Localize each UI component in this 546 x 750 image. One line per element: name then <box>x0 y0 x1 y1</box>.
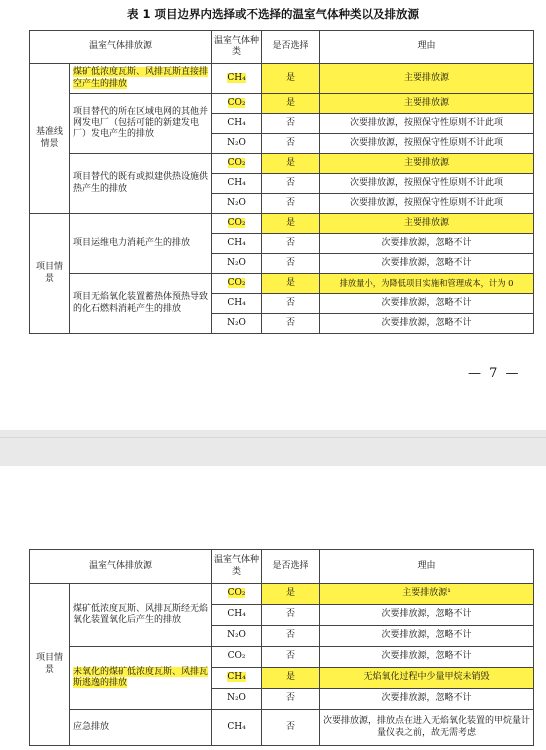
page-number: — 7 — <box>468 366 521 381</box>
gas-cell: CH₄ <box>212 174 262 194</box>
reason-cell: 次要排放源，按照保守性原则不计此项 <box>320 114 534 134</box>
gas-cell: CH₄ <box>212 234 262 254</box>
gas-cell: CO₂ <box>227 277 246 288</box>
selected-cell: 否 <box>262 626 320 647</box>
source-heating-facility: 项目替代的既有或拟建供热设施供热产生的排放 <box>70 154 212 214</box>
reason-cell: 次要排放源，忽略不计 <box>320 626 534 647</box>
selected-cell: 否 <box>262 647 320 668</box>
header-reason: 理由 <box>320 31 534 64</box>
reason-cell: 主要排放源 <box>320 64 534 94</box>
selected-cell: 否 <box>262 294 320 314</box>
reason-cell: 次要排放源，按照保守性原则不计此项 <box>320 174 534 194</box>
selected-cell: 否 <box>262 605 320 626</box>
table-row <box>30 214 534 234</box>
selected-cell: 否 <box>262 114 320 134</box>
reason-cell: 无焰氧化过程中少量甲烷未销毁 <box>320 668 534 689</box>
header-selected: 是否选择 <box>262 31 320 64</box>
selected-cell: 否 <box>262 194 320 214</box>
reason-cell: 主要排放源¹ <box>320 584 534 605</box>
selected-cell: 否 <box>262 710 320 746</box>
table-row <box>30 154 534 174</box>
gas-cell: CH₄ <box>212 605 262 626</box>
header-reason: 理由 <box>320 550 534 584</box>
gas-cell: CH₄ <box>212 114 262 134</box>
selected-cell: 是 <box>262 668 320 689</box>
source-coal-mine-venting: 煤矿低浓度瓦斯、风排瓦斯直接排空产生的排放 <box>73 67 209 89</box>
header-selected: 是否选择 <box>262 550 320 584</box>
table-header-row <box>30 550 534 584</box>
gas-cell: CO₂ <box>227 97 246 108</box>
selected-cell: 否 <box>262 174 320 194</box>
header-source: 温室气体排放源 <box>30 31 212 64</box>
selected-cell: 是 <box>262 154 320 174</box>
reason-cell: 主要排放源 <box>320 154 534 174</box>
selected-cell: 否 <box>262 254 320 274</box>
gas-cell: N₂O <box>212 314 262 334</box>
reason-cell: 次要排放源，忽略不计 <box>320 647 534 668</box>
table-row <box>30 584 534 605</box>
source-unoxidized-escape: 未氧化的煤矿低浓度瓦斯、风排瓦斯逃逸的排放 <box>73 666 209 688</box>
table-row <box>30 710 534 746</box>
header-gas: 温室气体种类 <box>212 31 262 64</box>
document-page-8 <box>0 466 546 750</box>
gas-cell: CO₂ <box>227 588 246 599</box>
page-separator-line <box>0 437 546 438</box>
page-separator <box>0 430 546 466</box>
reason-cell: 次要排放源，忽略不计 <box>320 234 534 254</box>
reason-cell: 主要排放源 <box>320 214 534 234</box>
gas-cell: CH₄ <box>227 72 246 83</box>
selected-cell: 否 <box>262 134 320 154</box>
source-ops-power: 项目运维电力消耗产生的排放 <box>70 214 212 274</box>
gas-cell: N₂O <box>212 254 262 274</box>
reason-cell: 主要排放源 <box>320 94 534 114</box>
header-source: 温室气体排放源 <box>30 550 212 584</box>
ghg-boundary-table-continued <box>29 549 534 746</box>
scenario-baseline-label: 基准线情景 <box>30 64 70 214</box>
selected-cell: 否 <box>262 689 320 710</box>
gas-cell: CO₂ <box>227 157 246 168</box>
reason-cell: 排放量小，为降低项目实施和管理成本，计为 0 <box>320 274 534 294</box>
reason-cell: 次要排放源，忽略不计 <box>320 605 534 626</box>
reason-cell: 次要排放源，忽略不计 <box>320 314 534 334</box>
selected-cell: 否 <box>262 234 320 254</box>
gas-cell: CH₄ <box>212 294 262 314</box>
reason-cell: 次要排放源，按照保守性原则不计此项 <box>320 194 534 214</box>
gas-cell: CO₂ <box>212 647 262 668</box>
source-oxidized-methane: 煤矿低浓度瓦斯、风排瓦斯经无焰氧化装置氧化后产生的排放 <box>70 584 212 647</box>
table-row <box>30 64 534 94</box>
source-emergency-release: 应急排放 <box>70 710 212 746</box>
reason-cell: 次要排放源，忽略不计 <box>320 689 534 710</box>
reason-cell: 次要排放源，按照保守性原则不计此项 <box>320 134 534 154</box>
selected-cell: 是 <box>262 274 320 294</box>
table-title: 表 1 项目边界内选择或不选择的温室气体种类以及排放源 <box>126 7 419 21</box>
scenario-project-label: 项目情景 <box>30 214 70 334</box>
selected-cell: 是 <box>262 584 320 605</box>
reason-cell: 次要排放源，排放点在进入无焰氧化装置的甲烷量计量仪表之前，故无需考虑 <box>320 710 534 746</box>
gas-cell: CH₄ <box>212 710 262 746</box>
scenario-project-label: 项目情景 <box>30 584 70 746</box>
gas-cell: CO₂ <box>227 217 246 228</box>
source-preheat-fuel: 项目无焰氧化装置蓄热体预热导致的化石燃料消耗产生的排放 <box>70 274 212 334</box>
selected-cell: 是 <box>262 214 320 234</box>
gas-cell: CH₄ <box>227 672 246 683</box>
ghg-boundary-table <box>29 30 534 334</box>
header-gas: 温室气体种类 <box>212 550 262 584</box>
table-row <box>30 94 534 114</box>
gas-cell: N₂O <box>212 689 262 710</box>
table-row <box>30 647 534 668</box>
gas-cell: N₂O <box>212 626 262 647</box>
selected-cell: 是 <box>262 94 320 114</box>
selected-cell: 是 <box>262 64 320 94</box>
table-row <box>30 274 534 294</box>
source-grid-power: 项目替代的所在区域电网的其他并网发电厂（包括可能的新建发电厂）发电产生的排放 <box>70 94 212 154</box>
gas-cell: N₂O <box>212 194 262 214</box>
selected-cell: 否 <box>262 314 320 334</box>
table-header-row <box>30 31 534 64</box>
reason-cell: 次要排放源，忽略不计 <box>320 254 534 274</box>
reason-cell: 次要排放源，忽略不计 <box>320 294 534 314</box>
gas-cell: N₂O <box>212 134 262 154</box>
